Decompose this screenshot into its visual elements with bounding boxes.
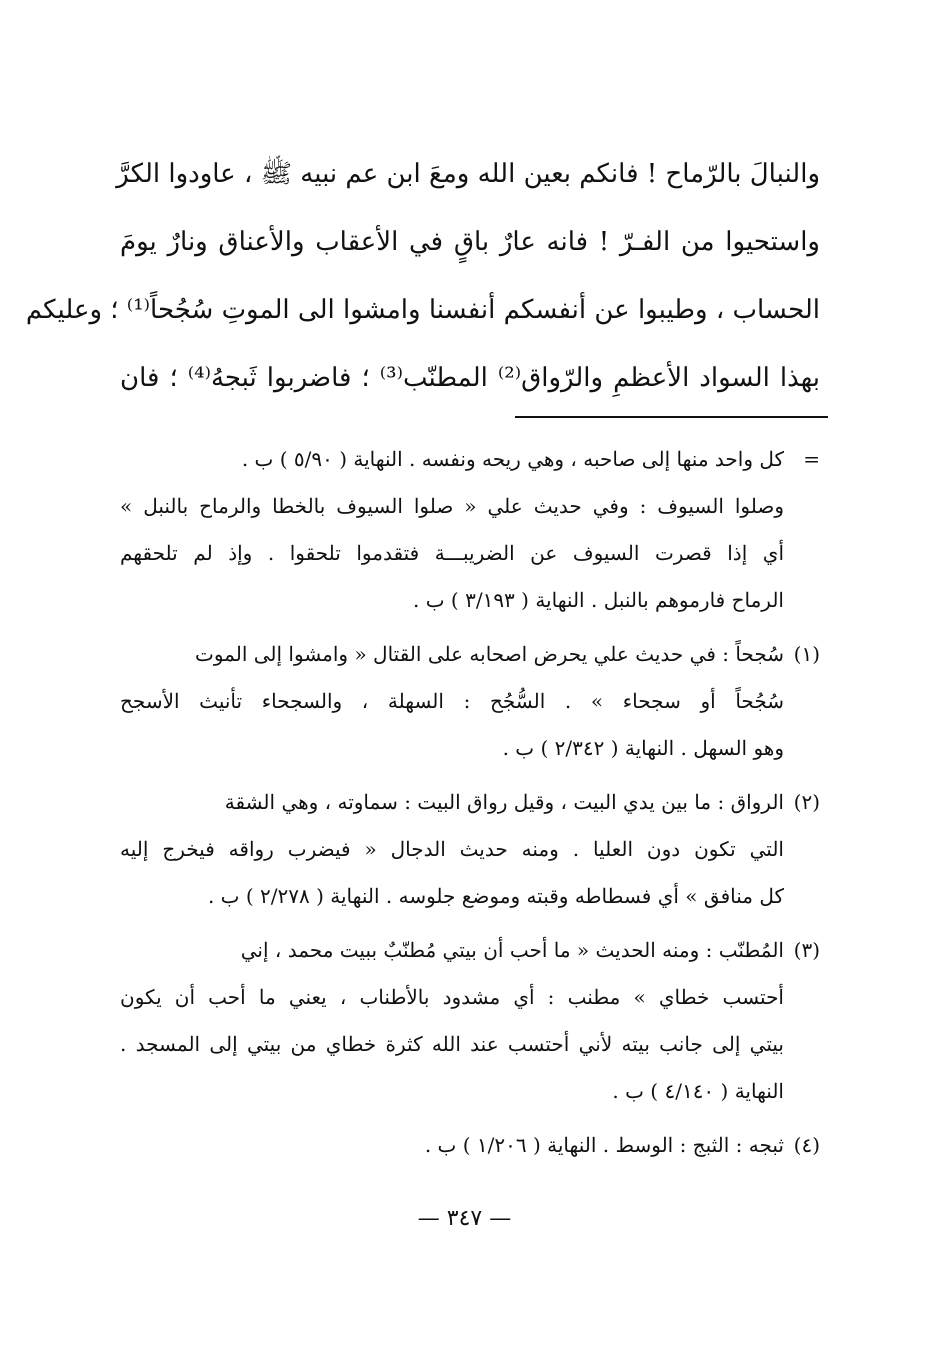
footnote-separator <box>515 416 828 418</box>
footnote-2-marker: (٢) <box>793 790 820 814</box>
footnote-text-line: النهاية ( ٤/١٤٠ ) ب . <box>612 1079 784 1103</box>
main-text-line: والنبالَ بالرّماح ! فانكم بعين الله ومعَ ابن عم نبيه ﷺ ، عاودوا الكرَّ <box>116 159 820 189</box>
footnote-4-marker: (٤) <box>793 1133 820 1157</box>
main-text-line: واستحيوا من الفـرّ ! فانه عارٌ باقٍ في الأعقاب والأعناق ونارٌ يومَ <box>120 227 820 257</box>
continuation-marker: = <box>803 447 820 471</box>
footnote-text-line: كل منافق » أي فسطاطه وقبته وموضع جلوسه . النهاية ( ٢/٢٧٨ ) ب . <box>207 884 784 908</box>
main-text-block <box>25 140 820 412</box>
footnote-text-line: أحتسب خطاي » مطنب : أي مشدود بالأطناب ، يعني ما أحب أن يكون <box>120 985 784 1009</box>
footnote-text-line: بيتي إلى جانب بيته لأني أحتسب عند الله كثرة خطاي من بيتي إلى المسجد . <box>120 1032 784 1056</box>
footnote-text-line: الرماح فارموهم بالنبل . النهاية ( ٣/١٩٣ ) ب . <box>413 588 784 612</box>
footnote-3-marker: (٣) <box>793 938 820 962</box>
footnote-text: كل واحد منها إلى صاحبه ، وهي ريحه ونفسه . النهاية ( ٥/٩٠ ) ب . <box>241 447 784 471</box>
footnote-text-line: وصلوا السيوف : وفي حديث علي « صلوا السيوف بالخطا والرماح بالنبل » <box>120 494 784 518</box>
footnote-1-first-line <box>120 631 820 678</box>
footnote-text-line: أي إذا قصرت السيوف عن الضريبـــة فتقدموا تلحقوا . وإذ لم تلحقهم <box>120 541 784 565</box>
footnote-text-line: التي تكون دون العليا . ومنه حديث الدجال « فيضرب رواقه فيخرج إليه <box>120 837 784 861</box>
footnote-2-first-line <box>120 779 820 826</box>
footnote-text-line: سُجُحاً أو سجحاء » . السُّجُح : السهلة ، والسجحاء تأنيث الأسجح <box>120 689 784 713</box>
page-number: — ٣٤٧ — <box>417 1206 512 1231</box>
main-text-line: الحساب ، وطيبوا عن أنفسكم أنفسنا وامشوا الى الموتِ سُجُحاً⁽¹⁾ ؛ وعليكم <box>25 295 820 325</box>
footnotes-block <box>120 436 820 1169</box>
footnote-4-first-line <box>120 1122 820 1169</box>
footnote-text: سُجحاً : في حديث علي يحرض اصحابه على القتال « وامشوا إلى الموت <box>195 642 784 666</box>
footnote-1-marker: (١) <box>793 642 820 666</box>
footnote-text: الرواق : ما بين يدي البيت ، وقيل رواق البيت : سماوته ، وهي الشقة <box>224 790 784 814</box>
footnote-text-line: وهو السهل . النهاية ( ٢/٣٤٢ ) ب . <box>502 736 784 760</box>
footnote-3-first-line <box>120 927 820 974</box>
footnote-continued-first-line <box>120 436 820 483</box>
footnote-text: المُطنّب : ومنه الحديث « ما أحب أن بيتي مُطنّبٌ ببيت محمد ، إني <box>240 938 784 962</box>
main-text-line: بهذا السواد الأعظمِ والرّواق⁽²⁾ المطنّب⁽³⁾ ؛ فاضربوا ثَبجهُ⁽⁴⁾ ؛ فان <box>120 363 820 393</box>
footnote-text: ثبجه : الثبج : الوسط . النهاية ( ١/٢٠٦ ) ب . <box>424 1133 784 1157</box>
